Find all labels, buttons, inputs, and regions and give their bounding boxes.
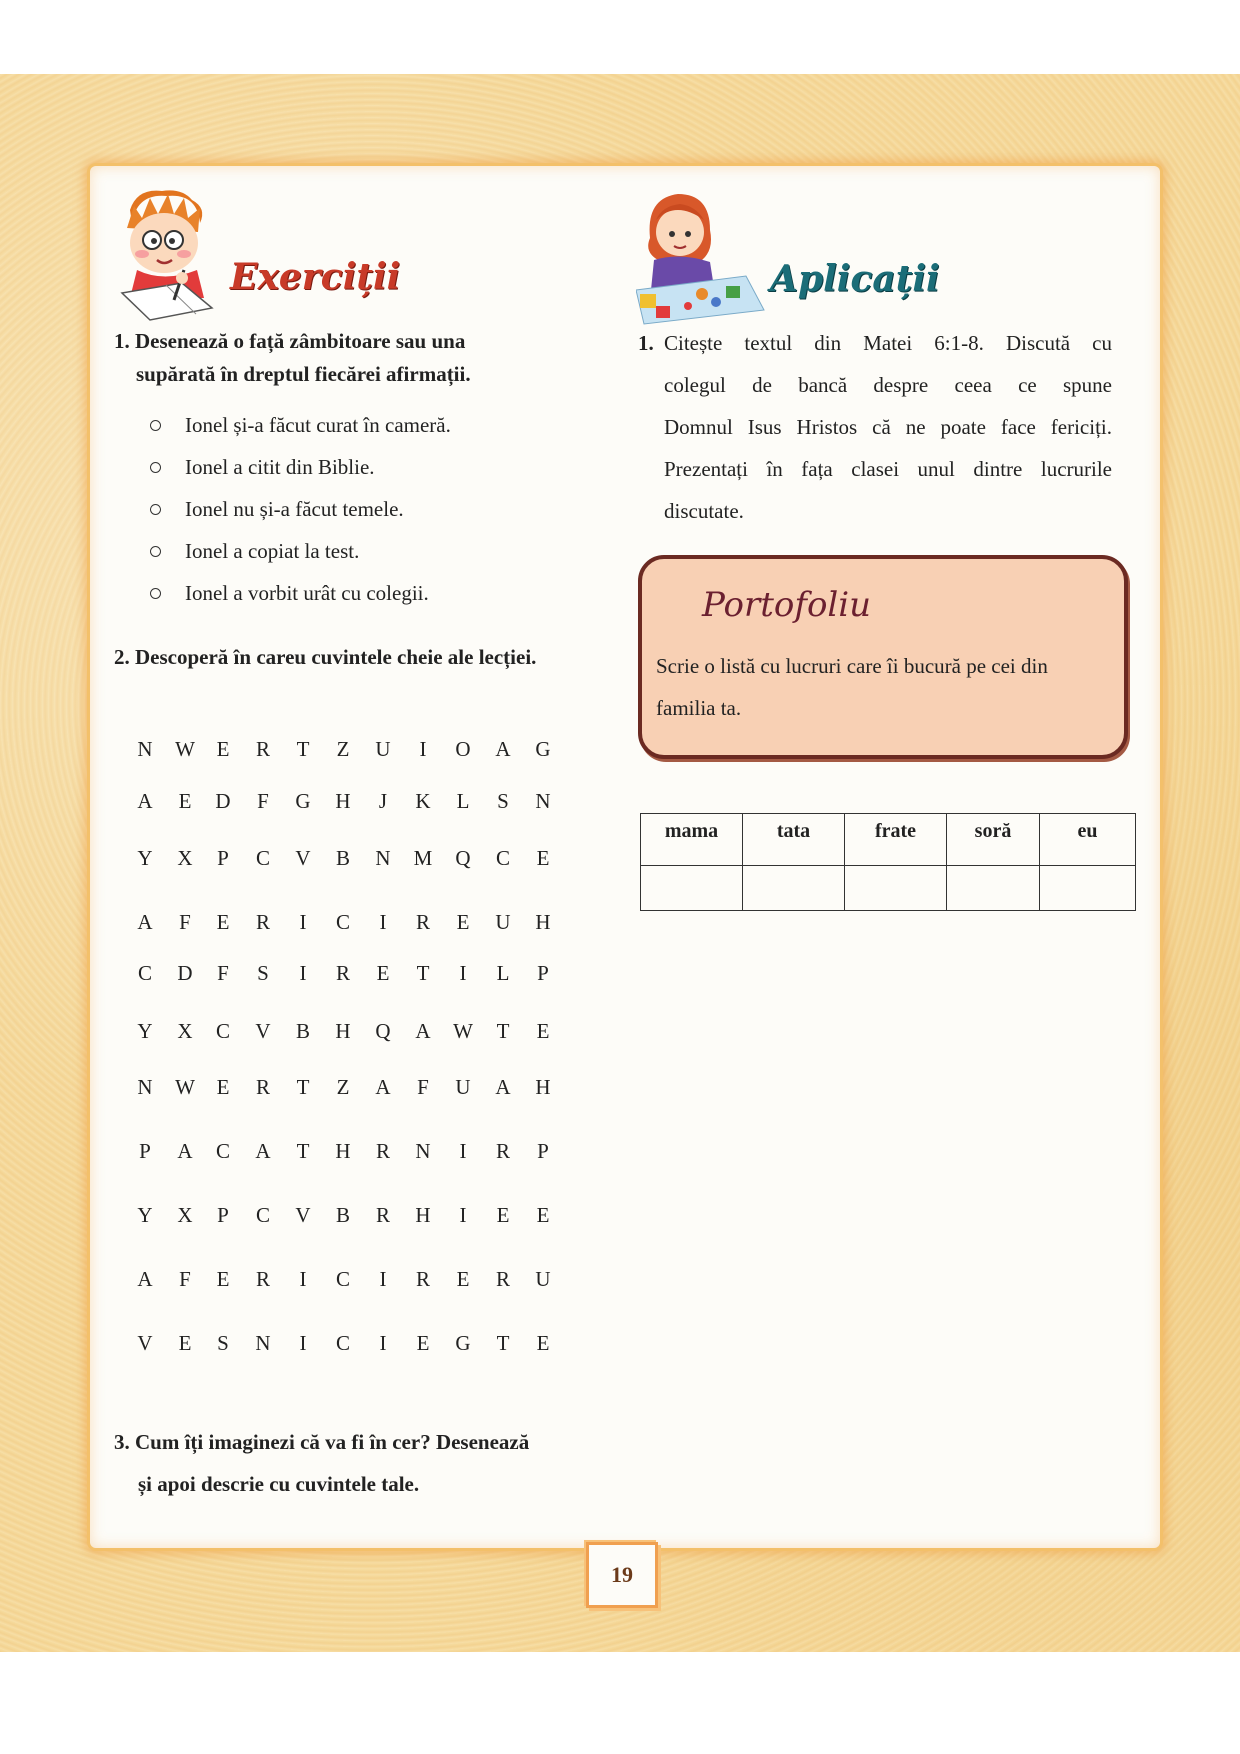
grid-letter[interactable]: I [299,1331,307,1355]
grid-letter[interactable]: D [215,789,231,813]
grid-letter[interactable]: S [217,1331,229,1355]
grid-letter[interactable]: T [296,737,310,761]
grid-letter[interactable]: T [496,1019,510,1043]
grid-letter[interactable]: A [495,737,511,761]
grid-letter[interactable]: N [255,1331,271,1355]
grid-letter[interactable]: E [456,1267,470,1291]
grid-letter[interactable]: I [459,1203,467,1227]
grid-letter[interactable]: R [415,1267,430,1291]
grid-letter[interactable]: C [335,1267,350,1291]
grid-letter[interactable]: R [495,1267,510,1291]
grid-letter[interactable]: T [496,1331,510,1355]
exercitii-heading: Exerciții [230,256,401,298]
grid-letter[interactable]: C [255,846,270,870]
grid-letter[interactable]: O [455,737,471,761]
grid-letter[interactable]: A [255,1139,271,1163]
grid-letter[interactable]: J [378,789,388,813]
grid-letter[interactable]: E [216,737,230,761]
grid-letter[interactable]: N [375,846,391,870]
grid-letter[interactable]: W [453,1019,473,1043]
list-item: Ionel a vorbit urât cu colegii. [150,572,451,614]
grid-letter[interactable]: F [417,1075,429,1099]
grid-letter[interactable]: M [413,846,433,870]
grid-letter[interactable]: P [217,1203,229,1227]
family-table [640,813,1136,911]
grid-letter[interactable]: W [175,737,195,761]
application-1-line: Domnul Isus Hristos că ne poate face fericiți. [664,415,1112,439]
girl-crafting-illustration [636,190,766,325]
grid-letter[interactable]: F [257,789,269,813]
grid-letter[interactable]: A [137,1267,153,1291]
grid-letter[interactable]: E [376,961,390,985]
grid-letter[interactable]: R [375,1203,390,1227]
grid-letter[interactable]: D [177,961,193,985]
grid-letter[interactable]: P [139,1139,151,1163]
grid-letter[interactable]: N [137,1075,153,1099]
grid-letter[interactable]: I [459,961,467,985]
portfolio-box [638,555,1128,759]
grid-letter[interactable]: N [535,789,551,813]
grid-letter[interactable]: R [255,1075,270,1099]
grid-letter[interactable]: A [495,1075,511,1099]
grid-letter[interactable]: T [416,961,430,985]
application-1-number: 1. [638,331,654,355]
grid-letter[interactable]: E [216,1075,230,1099]
grid-letter[interactable]: P [537,961,549,985]
grid-letter[interactable]: H [335,1139,351,1163]
grid-letter[interactable]: B [335,846,350,870]
circle-bullet-icon [150,588,161,599]
list-item: Ionel a copiat la test. [150,530,451,572]
exercise-1-number: 1. [114,329,130,353]
table-header-row [641,814,1136,866]
grid-letter[interactable]: A [375,1075,391,1099]
grid-letter[interactable]: U [455,1075,471,1099]
table-row [641,866,1136,911]
grid-letter[interactable]: L [496,961,510,985]
circle-bullet-icon [150,546,161,557]
grid-letter[interactable]: H [415,1203,431,1227]
grid-letter[interactable]: R [255,910,270,934]
exercise-1-text-line1: Desenează o față zâmbitoare sau una [135,329,466,353]
grid-letter[interactable]: C [335,910,350,934]
grid-letter[interactable]: X [177,846,193,870]
grid-letter[interactable]: W [175,1075,195,1099]
grid-letter[interactable]: N [137,737,153,761]
application-1-line: Citește textul din Matei 6:1-8. Discută cu [664,331,1112,355]
grid-letter[interactable]: Y [137,1203,153,1227]
grid-letter[interactable]: I [299,910,307,934]
list-item: Ionel a citit din Biblie. [150,446,451,488]
table-cell-frate[interactable] [845,866,947,911]
grid-letter[interactable]: V [295,846,311,870]
grid-letter[interactable]: I [379,910,387,934]
grid-letter[interactable]: I [459,1139,467,1163]
table-cell-sora[interactable] [947,866,1040,911]
grid-letter[interactable]: S [257,961,269,985]
table-header-sora: soră [947,814,1040,866]
grid-letter[interactable]: A [137,789,153,813]
grid-letter[interactable]: U [535,1267,551,1291]
grid-letter[interactable]: R [415,910,430,934]
grid-letter[interactable]: Y [137,1019,153,1043]
grid-letter[interactable]: N [415,1139,431,1163]
exercise-3-prompt-line2: și apoi descrie cu cuvintele tale. [138,1472,420,1496]
grid-letter[interactable]: U [375,737,391,761]
grid-letter[interactable]: P [217,846,229,870]
grid-letter[interactable]: I [299,1267,307,1291]
circle-bullet-icon [150,462,161,473]
grid-letter[interactable]: H [335,1019,351,1043]
grid-letter[interactable]: P [537,1139,549,1163]
grid-letter[interactable]: S [497,789,509,813]
exercise-2-prompt: 2. Descoperă în careu cuvintele cheie ale lecției. [114,645,537,669]
grid-letter[interactable]: G [535,737,551,761]
grid-letter[interactable]: C [335,1331,350,1355]
grid-letter[interactable]: V [137,1331,153,1355]
grid-letter[interactable]: I [299,961,307,985]
grid-letter[interactable]: R [255,1267,270,1291]
grid-letter[interactable]: E [536,846,550,870]
table-header-eu: eu [1040,814,1136,866]
grid-letter[interactable]: H [535,910,551,934]
grid-letter[interactable]: A [137,910,153,934]
grid-letter[interactable]: H [535,1075,551,1099]
circle-bullet-icon [150,420,161,431]
grid-letter[interactable]: E [216,1267,230,1291]
grid-letter[interactable]: E [536,1203,550,1227]
grid-letter[interactable]: E [536,1019,550,1043]
grid-letter[interactable]: V [255,1019,271,1043]
table-cell-mama[interactable] [641,866,743,911]
application-1-line: Prezentați în fața clasei unul dintre lucrurile [664,457,1112,481]
grid-letter[interactable]: C [495,846,510,870]
grid-letter[interactable]: R [335,961,350,985]
grid-letter[interactable]: E [536,1331,550,1355]
grid-letter[interactable]: X [177,1203,193,1227]
grid-letter[interactable]: R [375,1139,390,1163]
grid-letter[interactable]: A [177,1139,193,1163]
grid-letter[interactable]: E [216,910,230,934]
grid-letter[interactable]: U [495,910,511,934]
grid-letter[interactable]: G [295,789,311,813]
list-item: Ionel și-a făcut curat în cameră. [150,404,451,446]
boy-writing-illustration [112,188,222,323]
portfolio-text: Scrie o listă cu lucruri care îi bucură pe cei din familia ta. [656,654,1048,720]
grid-letter[interactable]: G [455,1331,471,1355]
table-cell-eu[interactable] [1040,866,1136,911]
exercise-1-prompt [114,320,604,362]
grid-letter[interactable]: T [296,1075,310,1099]
table-cell-tata[interactable] [743,866,845,911]
grid-letter[interactable]: I [379,1267,387,1291]
list-item: Ionel nu și-a făcut temele. [150,488,451,530]
grid-letter[interactable]: E [178,789,192,813]
grid-letter[interactable]: Z [336,737,350,761]
grid-letter[interactable]: E [496,1203,510,1227]
grid-letter[interactable]: I [379,1331,387,1355]
grid-letter[interactable]: E [456,910,470,934]
grid-letter[interactable]: V [295,1203,311,1227]
table-header-tata: tata [743,814,845,866]
table-header-frate: frate [845,814,947,866]
grid-letter[interactable]: F [179,910,191,934]
exercise-1-statement-list [150,404,451,614]
grid-letter[interactable]: R [255,737,270,761]
grid-letter[interactable]: E [178,1331,192,1355]
grid-letter[interactable]: Q [375,1019,391,1043]
application-1-line: colegul de bancă despre ceea ce spune [664,373,1112,397]
grid-letter[interactable]: Y [137,846,153,870]
aplicatii-heading: Aplicații [770,258,940,300]
portfolio-title: Portofoliu [702,585,872,625]
grid-letter[interactable]: T [296,1139,310,1163]
grid-letter[interactable]: K [415,789,431,813]
grid-letter[interactable]: C [137,961,152,985]
grid-letter[interactable]: B [295,1019,310,1043]
grid-letter[interactable]: R [495,1139,510,1163]
grid-letter[interactable]: C [215,1139,230,1163]
exercise-3-prompt: 3. Cum îți imaginezi că va fi în cer? Desenează [114,1430,530,1454]
grid-letter[interactable]: I [419,737,427,761]
grid-letter[interactable]: C [215,1019,230,1043]
grid-letter[interactable]: C [255,1203,270,1227]
grid-letter[interactable]: Z [336,1075,350,1099]
exercise-1-text-line2: supărată în dreptul fiecărei afirmații. [136,362,471,386]
grid-letter[interactable]: F [217,961,229,985]
grid-letter[interactable]: H [335,789,351,813]
grid-letter[interactable]: E [416,1331,430,1355]
grid-letter[interactable]: B [335,1203,350,1227]
grid-letter[interactable]: Q [455,846,471,870]
application-1-line: discutate. [664,499,744,523]
grid-letter[interactable]: L [456,789,470,813]
page-number: 19 [586,1542,658,1608]
table-header-mama: mama [641,814,743,866]
grid-letter[interactable]: F [179,1267,191,1291]
circle-bullet-icon [150,504,161,515]
grid-letter[interactable]: A [415,1019,431,1043]
grid-letter[interactable]: X [177,1019,193,1043]
